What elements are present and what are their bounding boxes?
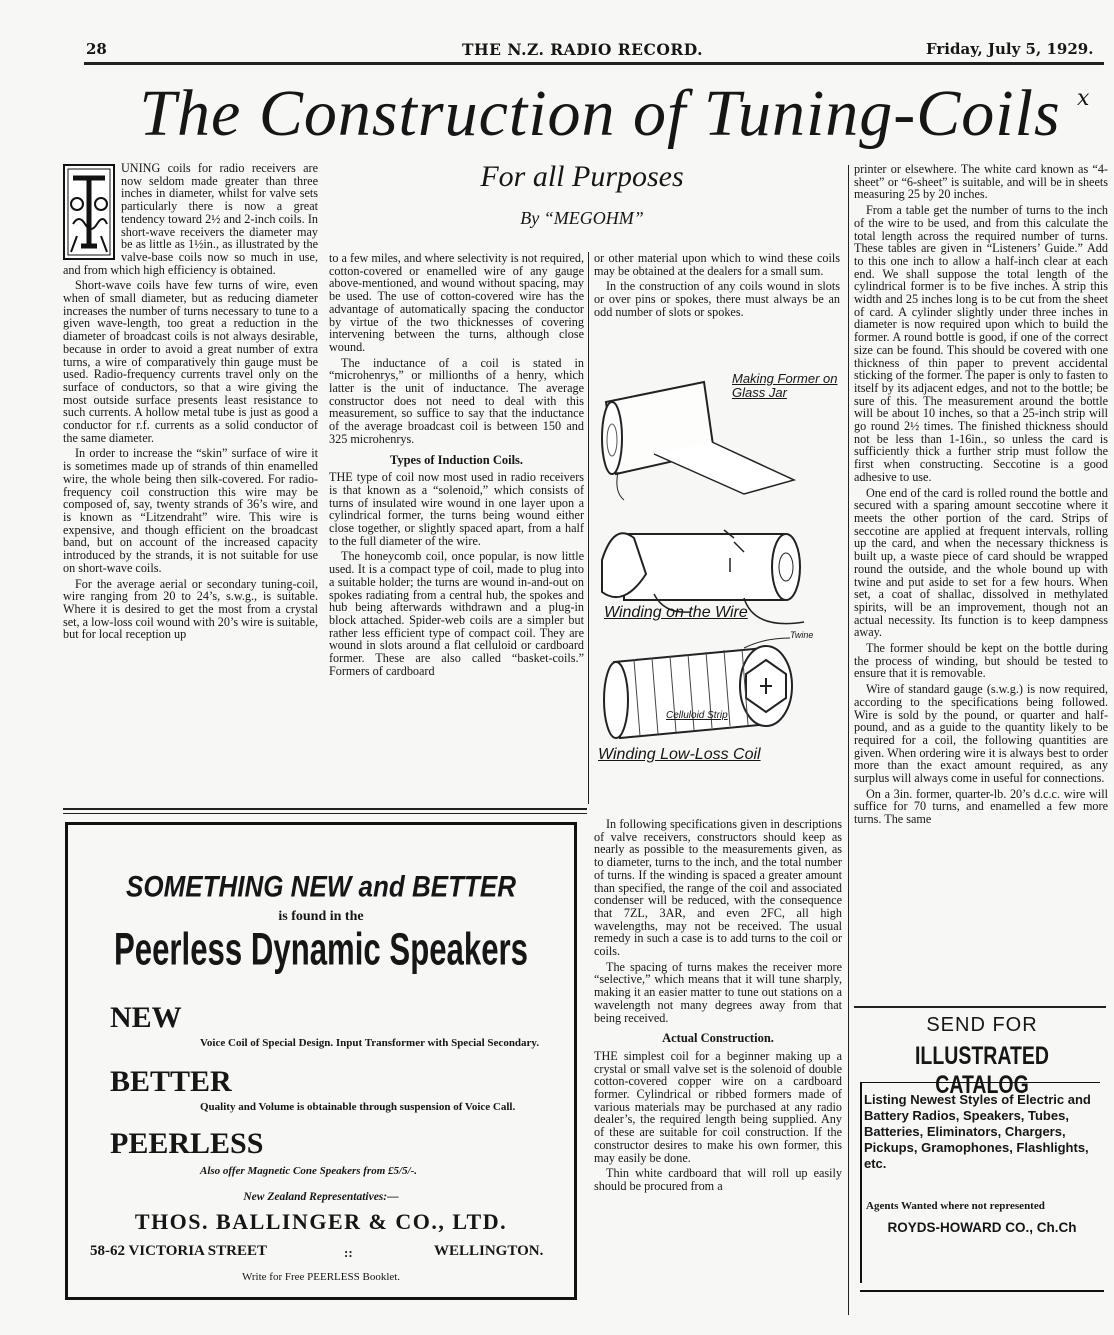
ad-item-text-new: Voice Coil of Special Design. Input Transformer with Special Secondary. xyxy=(200,1037,540,1049)
col3-para-6: Thin white cardboard that will roll up easily should be procured from a xyxy=(594,1166,842,1193)
coil-illustrations xyxy=(594,362,844,802)
col1-para-4: For the average aerial or secondary tuning-coil, wire ranging from 20 to 24’s, s.w.g., is suitable. Where it is desired to get the most from a crystal set, a low-loss coil wound with 20’s wire is suitable, but for local reception up xyxy=(63,576,318,642)
ad-item-head-better: BETTER xyxy=(110,1065,232,1098)
article-byline: By “MEGOHM” xyxy=(520,208,644,228)
ad-item-head-peerless: PEERLESS xyxy=(110,1127,264,1160)
ad-item-text-better: Quality and Volume is obtainable through suspension of Voice Call. xyxy=(200,1101,516,1113)
col4-para-4: The former should be kept on the bottle during the process of winding, but should be tested to ensure that it is removable. xyxy=(854,641,1108,681)
subhead-types-of-coils: Types of Induction Coils. xyxy=(389,452,524,467)
col4-para-2: From a table get the number of turns to the inch of the wire to be used, and from this calculate the total length across the required number of turns. These tables are given in “Listeners’ Guide.” Add to this one inch to allow a half-inch clear at each end. We shall suppose the total length of the cylindrical former is to be five inches. A strip this width and 25 inches long is to be cut from the sheet of card. A cylinder slightly under three inches in diameter is now required upon which to build the former. A round bottle is good, if one of the correct size can be found. This should be covered with one thickness of thin paper to prevent accidental sticking of the former. The paper is only to fasten to itself by its adjacent edges, and not to the bottle; be sure of this. The measurement around the bottle will be about 10 inches, so that a 25-inch strip will go round 2½ times. The finished thickness should not be less than 1-16in., so unless the card is sufficiently thick a further strip must follow the first when constructing. Seccotine is a good adhesive to use. xyxy=(854,203,1108,484)
ad-item-head-new: NEW xyxy=(110,1001,182,1034)
column-3-bottom xyxy=(594,818,842,1318)
col2-para-2: The inductance of a coil is stated in “microhenrys,” or millionths of a henry, which latter is the unit of inductance. The average constructor does not need to deal with this measurement, so suffice to say that the inductance of the average broadcast coil is between 150 and 325 microhenrys. xyxy=(329,355,584,446)
pen-mark: x xyxy=(1077,86,1090,111)
article-title: The Construction of Tuning-Coils xyxy=(139,77,1061,150)
section-rule xyxy=(63,813,587,814)
drop-cap-ornament xyxy=(63,164,115,260)
article-subtitle: For all Purposes xyxy=(480,160,684,193)
ad-company: THOS. BALLINGER & CO., LTD. xyxy=(134,1209,508,1234)
ad-subline: is found in the xyxy=(278,909,364,924)
column-1 xyxy=(63,162,318,802)
ad-separator: :: xyxy=(344,1245,353,1260)
column-2 xyxy=(329,252,584,804)
ad-product-name: Peerless Dynamic Speakers xyxy=(113,924,529,976)
figure-caption-winding: Winding on the Wire xyxy=(604,604,748,621)
figure-label-twine: Twine xyxy=(790,630,814,640)
ad-item-text-peerless: Also offer Magnetic Cone Speakers from £5/5/-. xyxy=(200,1165,418,1177)
ad-headline: SOMETHING NEW and BETTER xyxy=(126,868,516,904)
low-loss-coil-drawing xyxy=(604,638,792,738)
issue-date: Friday, July 5, 1929. xyxy=(926,40,1094,58)
column-4 xyxy=(854,163,1108,1005)
catalog-bottom-rule xyxy=(860,1290,1104,1292)
col2-para-1: to a few miles, and where selectivity is not required, cotton-covered or enamelled wire of any gauge above-mentioned, and wound without spacing, may be used. The use of cotton-covered wire has the advantage of automatically spacing the conductor by virtue of the two thicknesses of covering intervening between the turns, although close wound. xyxy=(329,252,584,354)
catalog-headline: ILLUSTRATED CATALOG xyxy=(915,1042,1049,1099)
page-number: 28 xyxy=(86,40,107,58)
col4-para-3: One end of the card is rolled round the bottle and secured with a sparing amount seccotine where it meets the other portion of the card. Strips of seccotine are applied at frequent intervals, rolling up the card, and when the necessary thickness is built up, a waste piece of card should be wrapped round the outside, and the whole bound up with twine and put aside to set for a few hours. When set, a coat of shallac, dissolved in methylated spirits, will be an improvement, though not an actual necessity. Its function is to keep dampness away. xyxy=(854,485,1108,640)
ad-address: 58-62 VICTORIA STREET xyxy=(90,1243,267,1259)
col3-para-1: or other material upon which to wind these coils may be obtained at the dealers for a small sum. xyxy=(594,252,840,278)
col1-para-1: UNING coils for radio receivers are now seldom made greater than three inches in diameter, whilst for valve sets particularly there is now a great tendency toward 2½ and 2-inch coils. In short-wave receivers the diameter may be as little as 1½in., as illustrated by the valve-base coils now so much in use, and from which high efficiency is obtained. xyxy=(63,162,318,277)
figure-label-celluloid: Celluloid Strip xyxy=(666,710,728,721)
figure-caption-low-loss: Winding Low-Loss Coil xyxy=(598,746,761,763)
col3-para-4: The spacing of turns makes the receiver more “selective,” which means that it will tune sharply, making it an easier matter to tune out stations on a wavelength not many degrees away from that being received. xyxy=(594,959,842,1025)
col2-para-3: THE type of coil now most used in radio receivers is that known as a “solenoid,” which consists of turns of insulated wire wound in one layer upon a cylindrical former, the turns being wound either close together, or slightly spaced apart, from a half to the full diameter of the wire. xyxy=(329,470,584,548)
col4-para-6: On a 3in. former, quarter-lb. 20’s d.c.c. wire will suffice for 70 turns, and enamelled a few more turns. The same xyxy=(854,786,1108,827)
figure-caption-former: Making Former on Glass Jar xyxy=(732,371,838,400)
col1-para-2: Short-wave coils have few turns of wire, even when of small diameter, but as reducing diameter increases the number of turns necessary to tune to a given wave-length, too great a reduction in the diameter of broadcast coils is not always desirable, because in order to avoid a great number of extra turns, a wire of comparatively thin gauge must be used. Radio-frequency currents travel only on the surface of conductors, so that a wire giving the most outside surface presents least resistance to such currents. A hollow metal tube is just as good a conductor for r.f. currents as a solid conductor of the same diameter. xyxy=(63,278,318,445)
col2-para-4: The honeycomb coil, once popular, is now little used. It is a compact type of coil, made to plug into a suitable holder; the turns are wound in-and-out on spokes radiating from a central hub, the spokes and hub being afterwards withdrawn and a plug-in block attached. Spider-web coils are a simpler but rather less efficient type of compact coil. They are wound in slots around a flat celluloid or cardboard former. These are also called “basket-coils.” Formers of cardboard xyxy=(329,549,584,678)
column-3-top xyxy=(594,252,840,352)
section-rule xyxy=(854,1006,1106,1008)
catalog-body: Listing Newest Styles of Electric and Battery Radios, Speakers, Tubes, Batteries, Eliminators, Chargers, Pickups, Gramophones, Flashlights, etc. xyxy=(864,1092,1091,1171)
col3-para-3: In following specifications given in descriptions of valve receivers, constructors should keep as nearly as possible to the measurements given, as to diameter, turns to the inch, and the total number of turns. If the winding is spaced a greater amount than specified, the range of the coil and associated condenser will be reduced, with the consequence that 7ZL, 3AR, and even 2FC, all high wavelengths, may not be received. The usual remedy in such a case is to add turns to the coil or coils. xyxy=(594,818,842,959)
publication-name: THE N.Z. RADIO RECORD. xyxy=(462,40,703,59)
ad-city: WELLINGTON. xyxy=(434,1243,544,1259)
column-rule xyxy=(848,165,849,1315)
figures-panel xyxy=(594,362,844,802)
col3-para-2: In the construction of any coils wound in slots or over pins or spokes, there must always be an odd number of slots or spokes. xyxy=(594,279,840,319)
peerless-advertisement xyxy=(65,822,577,1300)
header-rule xyxy=(84,62,1104,65)
catalog-company: ROYDS-HOWARD CO., Ch.Ch xyxy=(887,1220,1077,1235)
section-rule xyxy=(63,808,587,810)
col4-para-5: Wire of standard gauge (s.w.g.) is now required, according to the specifications being followed. Wire is sold by the pound, or quarter and half-pound, and as a guide to the quantity likely to be required for a coil, the following quantities are given. When ordering wire it is always best to order more than the exact amount required, as any surplus will always come in useful for connections. xyxy=(854,682,1108,786)
col3-para-5: THE simplest coil for a beginner making up a crystal or small valve set is the solenoid of double cotton-covered copper wire on a cardboard former. Cylindrical or ribbed formers made of various materials may be purchased at any radio dealer’s, the required length being supplied. Any of these are suitable for coil construction. If the constructor desires to make his own former, this may easily be done. xyxy=(594,1048,842,1165)
catalog-advertisement xyxy=(856,1012,1108,1314)
catalog-agents: Agents Wanted where not represented xyxy=(866,1200,1045,1212)
column-rule xyxy=(588,252,589,804)
col4-para-1: printer or elsewhere. The white card known as “4-sheet” or “6-sheet” is suitable, and will be in sheets measuring 25 by 20 inches. xyxy=(854,163,1108,202)
catalog-send-for: SEND FOR xyxy=(926,1014,1038,1036)
col1-para-3: In order to increase the “skin” surface of wire it is sometimes made up of strands of thin enamelled wire, the whole being then silk-covered. For radio-frequency coil construction this wire may be composed of, say, twenty strands of 36’s wire, and is known as “Litzendraht” wire. This wire is expensive, and though efficient on the broadcast band, but on account of the increased capacity introduced by the strands, it is not suitable for use on short-wave coils. xyxy=(63,446,318,575)
ad-representatives: New Zealand Representatives:— xyxy=(243,1191,399,1203)
ad-footer: Write for Free PEERLESS Booklet. xyxy=(241,1271,401,1283)
subhead-actual-construction: Actual Construction. xyxy=(662,1031,774,1046)
